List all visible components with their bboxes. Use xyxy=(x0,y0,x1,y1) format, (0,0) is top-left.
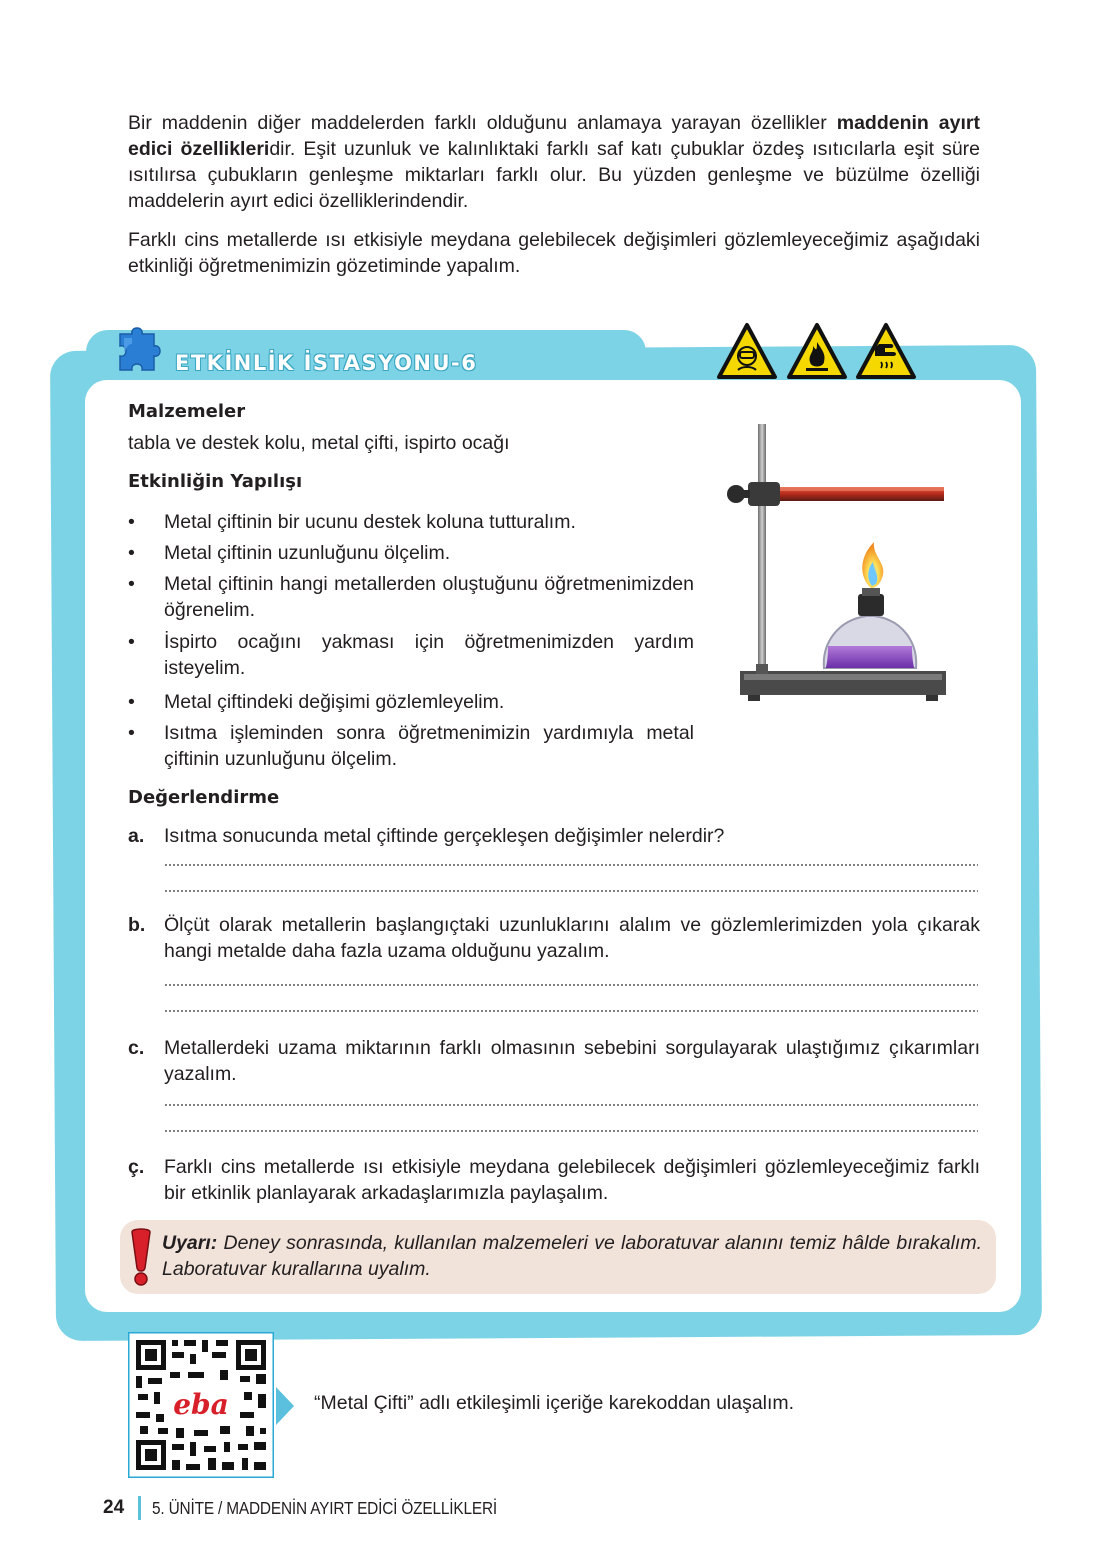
warning-body: Deney sonrasında, kullanılan malzemeleri ve laboratuvar alanını temiz hâlde bırakalım. Laboratuvar kurallarına uyalım. xyxy=(162,1232,982,1280)
question-text: Farklı cins metallerde ısı etkisiyle meydana gelebilecek değişimleri gözlemleyeceğimiz farklı bir etkinlik planlayarak arkadaşlarımızla paylaşalım. xyxy=(164,1156,980,1204)
materials-heading: Malzemeler xyxy=(128,401,246,422)
procedure-step xyxy=(128,629,694,681)
step-text: İspirto ocağını yakması için öğretmenimizden yardım isteyelim. xyxy=(164,631,694,679)
bullet-icon: • xyxy=(128,511,135,533)
procedure-step xyxy=(128,509,694,535)
footer-divider xyxy=(138,1496,141,1520)
question-a xyxy=(128,823,980,849)
intro-bold-term: maddenin ayırt edici özellikleri xyxy=(128,112,980,160)
answer-line[interactable] xyxy=(164,890,978,892)
procedure-step xyxy=(128,540,694,566)
bullet-icon: • xyxy=(128,542,135,564)
question-label: a. xyxy=(128,825,145,847)
step-text: Isıtma işleminden sonra öğretmenimizin yardımıyla metal çiftinin uzunluğunu ölçelim. xyxy=(164,722,694,770)
step-text: Metal çiftinin uzunluğunu ölçelim. xyxy=(164,542,451,564)
question-text: Isıtma sonucunda metal çiftinde gerçekleşen değişimler nelerdir? xyxy=(164,825,725,847)
answer-line[interactable] xyxy=(164,984,978,986)
intro-paragraph-1 xyxy=(128,110,980,214)
warning-text xyxy=(162,1230,982,1282)
bullet-icon: • xyxy=(128,691,135,713)
question-c xyxy=(128,1035,980,1087)
lab-stand-illustration xyxy=(722,416,952,704)
answer-line[interactable] xyxy=(164,864,978,866)
step-text: Metal çiftindeki değişimi gözlemleyelim. xyxy=(164,691,505,713)
question-b xyxy=(128,912,980,964)
procedure-step xyxy=(128,571,694,623)
footer-unit-title: 5. ÜNİTE / MADDENİN AYIRT EDİCİ ÖZELLİKLERİ xyxy=(152,1498,498,1518)
evaluation-heading: Değerlendirme xyxy=(128,787,280,808)
qr-caption: “Metal Çifti” adlı etkileşimli içeriğe karekoddan ulaşalım. xyxy=(314,1392,795,1414)
warning-label: Uyarı: xyxy=(162,1232,218,1254)
question-label: c. xyxy=(128,1037,145,1059)
intro-text: Bir maddenin diğer maddelerden farklı olduğunu anlamaya yarayan özellikler xyxy=(128,112,837,134)
intro-paragraph-2: Farklı cins metallerde ısı etkisiyle meydana gelebilecek değişimleri gözlemleyeceğimiz aşağıdaki etkinliği öğretmenimizin gözetiminde yapalım. xyxy=(128,229,980,277)
materials-text: tabla ve destek kolu, metal çifti, ispirto ocağı xyxy=(128,432,510,454)
bullet-icon: • xyxy=(128,573,135,595)
bullet-icon: • xyxy=(128,631,135,653)
flammable-icon xyxy=(786,322,848,380)
qr-code[interactable] xyxy=(128,1332,274,1478)
question-label: b. xyxy=(128,914,146,936)
step-text: Metal çiftinin hangi metallerden oluştuğunu öğretmenimizden öğrenelim. xyxy=(164,573,694,621)
step-text: Metal çiftinin bir ucunu destek koluna tutturalım. xyxy=(164,511,576,533)
question-c-cedilla xyxy=(128,1154,980,1206)
bullet-icon: • xyxy=(128,722,135,744)
question-text: Ölçüt olarak metallerin başlangıçtaki uzunluklarını alalım ve gözlemlerimizden yola çıkarak hangi metalde daha fazla uzama olduğunu yazalım. xyxy=(164,914,980,962)
question-label: ç. xyxy=(128,1156,145,1178)
hot-surface-icon xyxy=(855,322,917,380)
eba-logo: eba xyxy=(173,1388,229,1421)
question-text: Metallerdeki uzama miktarının farklı olmasının sebebini sorgulayarak ulaştığımız çıkarımları yazalım. xyxy=(164,1037,980,1085)
exclamation-icon xyxy=(126,1228,156,1288)
procedure-step xyxy=(128,720,694,772)
answer-line[interactable] xyxy=(164,1104,978,1106)
puzzle-icon xyxy=(114,322,166,376)
procedure-step xyxy=(128,689,694,715)
station-title: ETKİNLİK İSTASYONU-6 xyxy=(175,351,478,375)
eye-protection-icon xyxy=(716,322,778,380)
answer-line[interactable] xyxy=(164,1010,978,1012)
intro-text-continued: dir. Eşit uzunluk ve kalınlıktaki farklı saf katı çubuklar özdeş ısıtıcılarla eşit süre ısıtılırsa çubukların genleşme miktarları farklı olur. Bu yüzden genleşme ve büzülme özelliği maddelerin ayırt edici özelliklerindendir. xyxy=(128,138,980,212)
answer-line[interactable] xyxy=(164,1130,978,1132)
procedure-heading: Etkinliğin Yapılışı xyxy=(128,471,303,492)
page-number: 24 xyxy=(103,1497,125,1518)
arrow-right-icon xyxy=(276,1387,294,1425)
